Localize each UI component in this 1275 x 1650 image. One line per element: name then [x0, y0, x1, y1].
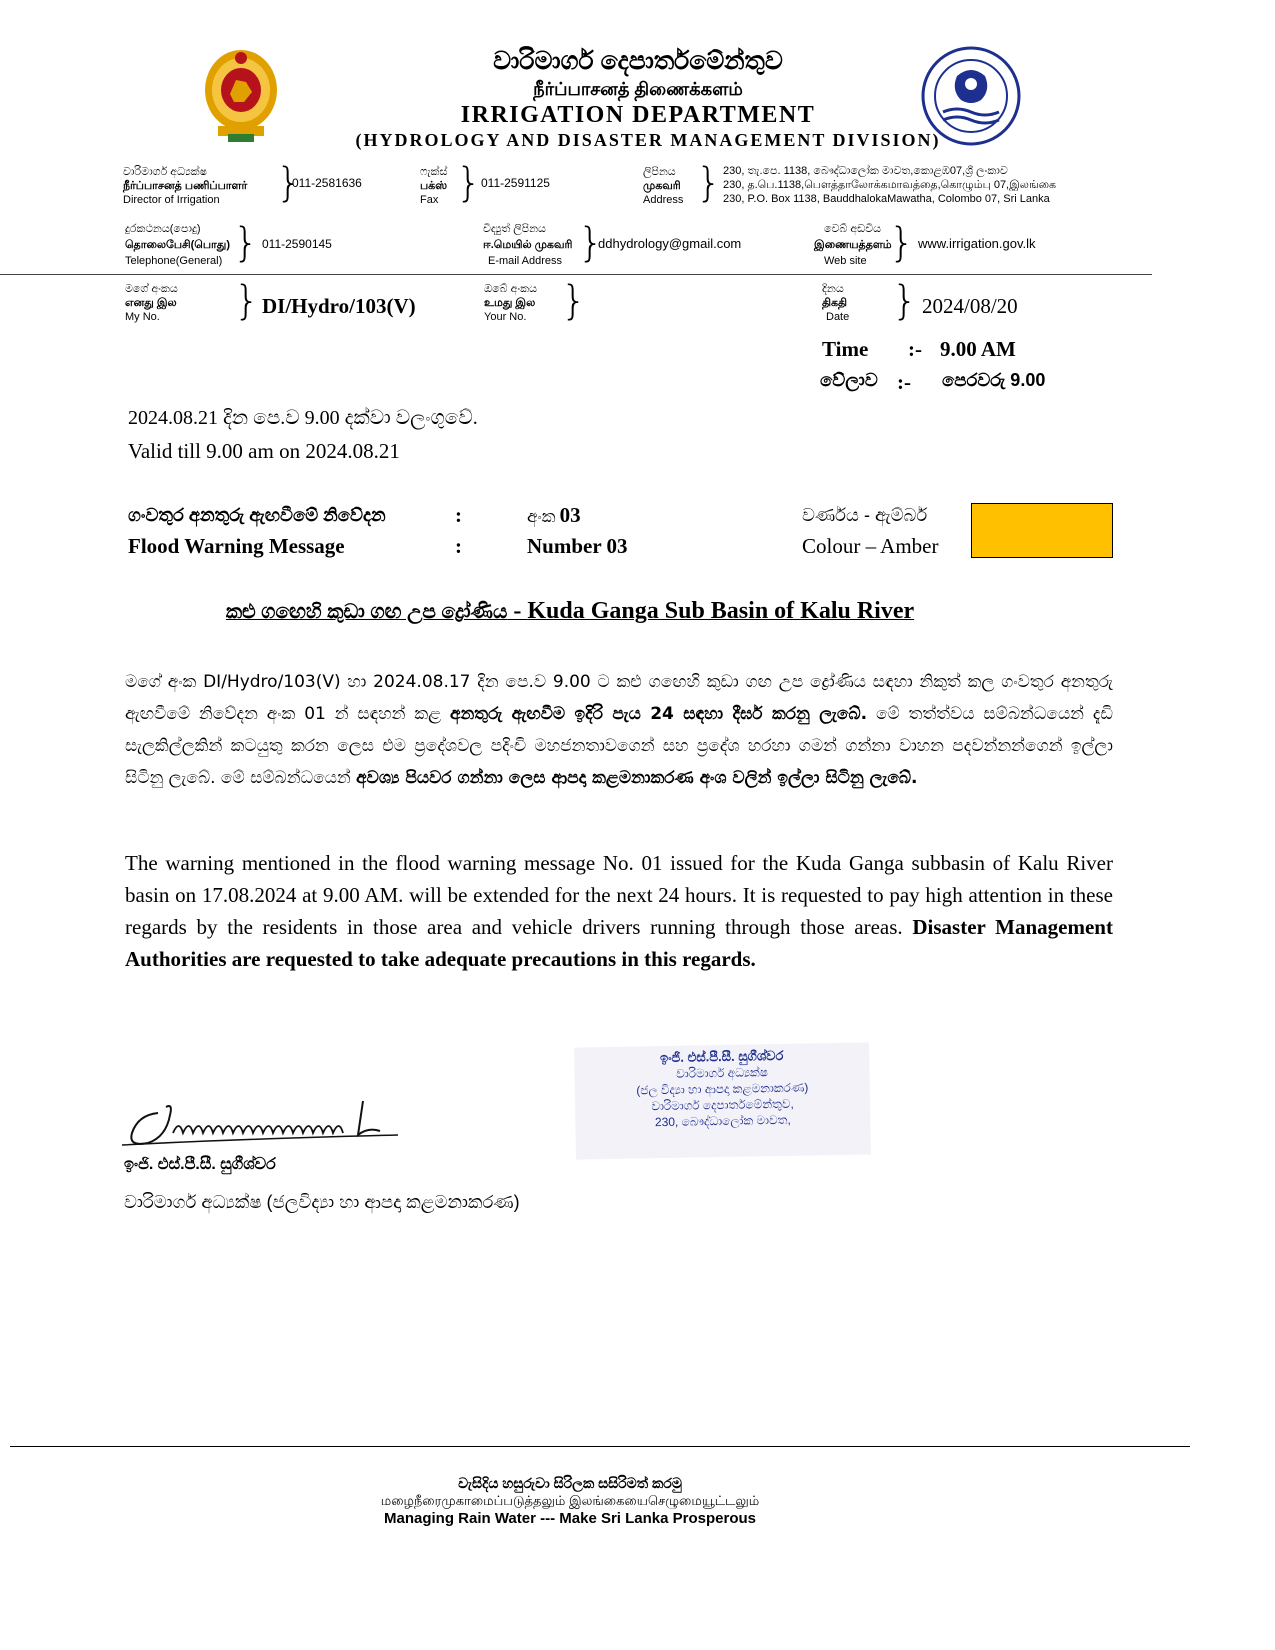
date-value: 2024/08/20 [922, 294, 1018, 318]
title-tamil: நீர்ப்பாசனத் திணைக்களம் [533, 79, 743, 99]
footer-sinhala: වැසිදිය හසුරුවා සිරිලක සසිරිමත් කරමු [458, 1475, 682, 1491]
validity-sinhala: 2024.08.21 දින පෙ.ව 9.00 දක්වා වලංගුවේ. [128, 407, 478, 429]
address-lines: 230, තැ.පෙ. 1138, බෞද්ධාලෝක මාවත,කොළඹ07,ශ්‍රී ලංකාව 230, த.பெ.1138,பௌத்தாலோக்கமாவத்தை,கொழும்பு 07,இலங்கை 230, P.O. Box 1138, BauddhalokaMawatha, Colombo 07, Sri Lanka [723, 165, 1057, 205]
time-label-si: වේලාව [820, 370, 878, 390]
message-label-en: Flood Warning Message [128, 534, 345, 558]
director-brace: } [276, 160, 302, 206]
validity-english: Valid till 9.00 am on 2024.08.21 [128, 439, 400, 463]
website-label: වෙබ් අඩවිය இணையத்தளம் Web site [814, 223, 892, 267]
subject-heading: කළු ගඟෙහි කුඩා ගඟ උප ද්‍රෝණිය - Kuda Ganga Sub Basin of Kalu River [225, 598, 915, 624]
your-no-brace: } [561, 278, 587, 324]
address-brace: } [696, 160, 722, 206]
my-no-value: DI/Hydro/103(V) [262, 294, 416, 318]
message-label-si: ගංවතුර අනතුරු ඇඟවීමේ නිවේදන [128, 505, 386, 525]
footer-english: Managing Rain Water --- Make Sri Lanka Prosperous [383, 1510, 757, 1527]
telephone-brace: } [233, 220, 259, 266]
title-english: IRRIGATION DEPARTMENT [460, 102, 816, 128]
footer-tamil: மழைநீரைமுகாமைப்படுத்தலும் இலங்கையைசெழுமையூட்டலும் [380, 1493, 760, 1508]
sri-lanka-emblem [200, 44, 282, 144]
colour-label-en: Colour – Amber [802, 534, 939, 558]
email-brace: } [578, 220, 604, 266]
footer-divider [10, 1446, 1190, 1447]
body-english: The warning mentioned in the flood warning message No. 01 issued for the Kuda Ganga subbasin of Kalu River basin on 17.08.2024 at 9.00 AM. will be extended for the next 24 hours. It is requested to pay high attention in these regards by the residents in those area and vehicle drivers running through those areas. Disaster Management Authorities are requested to take adequate precautions in this regards. [125, 851, 1113, 971]
fax-label: ෆැක්ස් பக்ஸ் Fax [420, 166, 448, 206]
amber-colour-swatch [971, 503, 1113, 558]
telephone-label: දුරකථනය(පොදු) தொலைபேசி(பொது) Telephone(General) [125, 223, 230, 267]
email-address[interactable]: ddhydrology@gmail.com [598, 236, 742, 251]
time-value-en: 9.00 AM [940, 337, 1016, 361]
address-label: ලිපිනය முகவரி Address [643, 166, 684, 206]
date-label: දිනය திகதி Date [822, 283, 850, 323]
director-phone: 011-2581636 [292, 176, 362, 190]
title-sinhala: වාරිමාර්ග දෙපාර්තමේන්තුව [493, 47, 783, 75]
time-separator-en: :- [908, 337, 922, 361]
message-colon-si: : [455, 503, 462, 527]
date-brace: } [892, 278, 918, 324]
telephone-number: 011-2590145 [262, 237, 332, 251]
colour-label-si: වර්ණය - ඇම්බර් [802, 505, 928, 525]
my-no-label: මගේ අංකය எனது இல My No. [125, 283, 178, 323]
fax-number: 011-2591125 [481, 176, 550, 190]
division-title: (HYDROLOGY AND DISASTER MANAGEMENT DIVISION) [355, 130, 941, 150]
body-sinhala: මගේ අංක DI/Hydro/103(V) හා 2024.08.17 දින පෙ.ව 9.00 ට කළු ගඟෙහි කුඩා ගඟ උප ද්‍රෝණිය සඳහා නිකුත් කල ගංවතුර අනතුරු ඇඟවීමේ නිවේදන අංක 01 න් සඳහන් කළ අනතුරු ඇඟවීම ඉදිරි පැය 24 සඳහා දීර්ඝ කරනු ලැබේ. මේ තත්ත්වය සම්බන්ධයෙන් දැඩි සැලකිල්ලකින් කටයුතු කරන ලෙස එම ප්‍රදේශවල පදිංචි මහජනතාවගෙන් සහ ප්‍රදේශ හරහා ගමන් ගන්නා වාහන පදවන්නන්ගෙන් ඉල්ලා සිටිනු ලැබේ. මේ සම්බන්ධයෙන් අවශ්‍ය පියවර ගන්නා ලෙස ආපදා කළමනාකරණ අංශ වලින් ඉල්ලා සිටිනු ලැබේ. [125, 672, 1113, 788]
message-number-en: Number 03 [527, 534, 628, 558]
time-label-en: Time [822, 337, 869, 361]
official-stamp: ඉංජි. එස්.පී.සී. සුගීශ්වර වාරිමාර්ග අධ්‍යක්ෂ (ජල විද්‍යා හා ආපදා කළමනාකරණ) වාරිමාර්ග දෙපාර්තමේන්තුව, 230, බෞද්ධාලෝක මාවත, [574, 1042, 871, 1159]
website-brace: } [889, 220, 915, 266]
website-url[interactable]: www.irrigation.gov.lk [918, 236, 1036, 251]
your-no-label: ඔබේ අංකය உமது இல Your No. [484, 283, 537, 323]
director-label: වාරිමාර්ග අධ්‍යක්ෂ நீர்ப்பாசனத் பணிப்பாளர் Director of Irrigation [123, 166, 248, 206]
handwritten-signature [118, 1095, 408, 1155]
signatory-title: වාරිමාර්ග අධ්‍යක්ෂ (ජලවිද්‍යා හා ආපදා කළමනාකරණ) [124, 1192, 520, 1212]
fax-brace: } [456, 160, 482, 206]
header-divider [0, 274, 1152, 275]
email-label: විද්‍යුත් ලිපිනය ஈ.மெயில் முகவரி E-mail Address [483, 223, 573, 267]
message-colon-en: : [455, 534, 462, 558]
time-separator-si: :- [897, 370, 911, 394]
message-number-si: අංක 03 [527, 503, 581, 527]
my-no-brace: } [234, 278, 260, 324]
signatory-name: ඉංජි. එස්.පී.සී. සුගීශ්වර [124, 1156, 276, 1173]
time-value-si: පෙරවරු 9.00 [942, 370, 1046, 390]
